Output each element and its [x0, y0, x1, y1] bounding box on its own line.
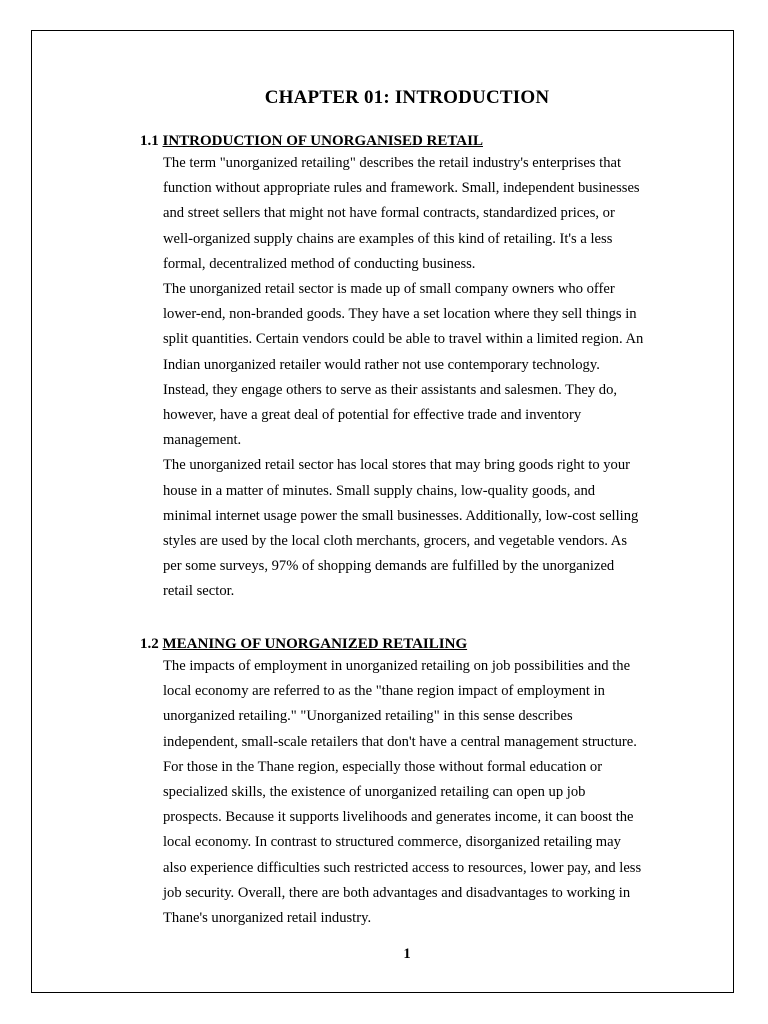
text-line: also experience difficulties such restricted access to resources, lower pay, and less: [163, 859, 642, 876]
text-line: however, have a great deal of potential for effective trade and inventory: [163, 407, 582, 424]
text-line: prospects. Because it supports livelihoods and generates income, it can boost the: [163, 809, 634, 826]
text-line: The unorganized retail sector is made up of small company owners who offer: [163, 281, 615, 298]
section-body: [140, 654, 680, 931]
text-line: Indian unorganized retailer would rather not use contemporary technology.: [163, 356, 600, 373]
text-line: The impacts of employment in unorganized retailing on job possibilities and the: [163, 658, 631, 674]
page-number: 1: [403, 946, 411, 962]
text-line: independent, small-scale retailers that don't have a central management structure.: [163, 733, 637, 750]
text-line: per some surveys, 97% of shopping demands are fulfilled by the unorganized: [163, 558, 615, 575]
text-line: split quantities. Certain vendors could be able to travel within a limited region. An: [163, 331, 644, 348]
section-title: MEANING OF UNORGANIZED RETAILING: [162, 636, 468, 652]
text-line: The unorganized retail sector has local stores that may bring goods right to your: [163, 457, 631, 474]
section-body: [140, 151, 680, 605]
text-line: For those in the Thane region, especially those without formal education or: [163, 758, 603, 775]
text-line: well-organized supply chains are examples of this kind of retailing. It's a less: [163, 230, 613, 247]
text-line: retail sector.: [163, 583, 235, 600]
text-line: local economy are referred to as the "thane region impact of employment in: [163, 683, 605, 700]
text-line: function without appropriate rules and framework. Small, independent businesses: [163, 180, 640, 197]
text-line: specialized skills, the existence of unorganized retailing can open up job: [163, 784, 586, 801]
text-line: styles are used by the local cloth merchants, grocers, and vegetable vendors. As: [163, 533, 628, 550]
text-line: house in a matter of minutes. Small supply chains, low-quality goods, and: [163, 482, 596, 499]
text-line: Thane's unorganized retail industry.: [163, 910, 372, 927]
text-line: formal, decentralized method of conducting business.: [163, 255, 476, 272]
section-introduction: [140, 131, 680, 605]
text-line: and street sellers that might not have formal contracts, standardized prices, or: [163, 205, 615, 222]
section-heading: [140, 131, 680, 151]
text-line: job security. Overall, there are both advantages and disadvantages to working in: [163, 884, 631, 901]
section-meaning: [140, 634, 680, 931]
section-number: 1.2: [140, 636, 159, 652]
text-line: minimal internet usage power the small businesses. Additionally, low-cost selling: [163, 507, 639, 524]
section-number: 1.1: [140, 133, 159, 149]
section-heading: [140, 634, 680, 654]
chapter-title: CHAPTER 01: INTRODUCTION: [264, 87, 550, 108]
text-line: local economy. In contrast to structured commerce, disorganized retailing may: [163, 834, 621, 851]
text-line: Instead, they engage others to serve as their assistants and salesmen. They do,: [163, 381, 618, 398]
section-title: INTRODUCTION OF UNORGANISED RETAIL: [162, 133, 483, 149]
text-line: The term "unorganized retailing" describes the retail industry's enterprises that: [163, 155, 622, 171]
text-line: unorganized retailing." "Unorganized retailing" in this sense describes: [163, 708, 573, 725]
text-line: lower-end, non-branded goods. They have a set location where they sell things in: [163, 306, 637, 323]
text-line: management.: [163, 432, 242, 449]
